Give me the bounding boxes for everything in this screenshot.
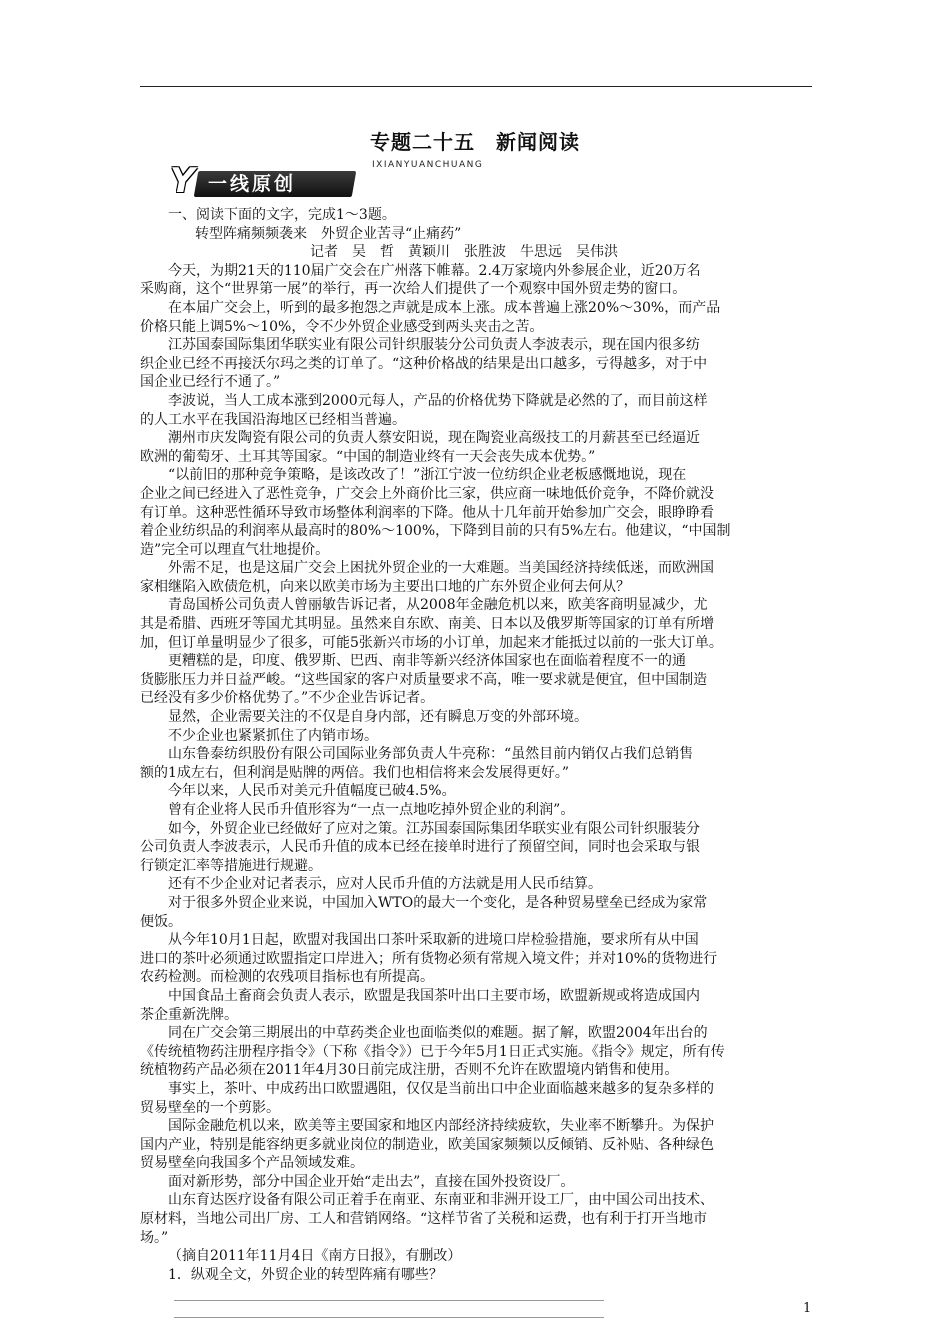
text-line: 企业之间已经进入了恶性竞争，广交会上外商价比三家，供应商一味地低价竞争，不降价就没 <box>140 485 714 502</box>
text-line: 着企业纺织品的利润率从最高时的80%～100%，下降到目前的只有5%左右。他建议，“中国制 <box>140 523 731 540</box>
text-line: 农药检测。而检测的农残项目指标也有所提高。 <box>140 969 434 986</box>
text-line: 造”完全可以理直气壮地提价。 <box>140 541 330 558</box>
text-line: “以前旧的那种竞争策略，是该改改了！”浙江宁波一位纺织企业老板感慨地说，现在 <box>168 467 687 484</box>
text-line: 青岛国桥公司负责人曾丽敏告诉记者，从2008年金融危机以来，欧美客商明显减少，尤 <box>168 597 708 614</box>
text-line: 场。” <box>140 1229 169 1246</box>
text-line: 山东育达医疗设备有限公司正着手在南亚、东南亚和非洲开设工厂，由中国公司出技术、 <box>168 1192 714 1209</box>
text-line: 茶企重新洗牌。 <box>140 1006 238 1023</box>
answer-line[interactable] <box>174 1301 604 1318</box>
text-line: 今天，为期21天的110届广交会在广州落下帷幕。2.4万家境内外参展企业，近20万名 <box>168 262 701 279</box>
text-line: 进口的茶叶必须通过欧盟指定口岸进入；所有货物必须有常规入境文件；并对10%的货物进行 <box>140 950 718 967</box>
article-text <box>140 262 812 1285</box>
text-line: 曾有企业将人民币升值形容为“一点一点地吃掉外贸企业的利润”。 <box>168 802 575 818</box>
text-line: 中国食品土畜商会负责人表示，欧盟是我国茶叶出口主要市场，欧盟新规或将造成国内 <box>168 987 700 1004</box>
text-line: 价格只能上调5%～10%，令不少外贸企业感受到两头夹击之苦。 <box>140 318 544 335</box>
badge-label: 一线原创 <box>208 173 297 195</box>
text-line: 面对新形势，部分中国企业开始“走出去”，直接在国外投资设厂。 <box>168 1173 575 1190</box>
text-line: 如今，外贸企业已经做好了应对之策。江苏国泰国际集团华联实业有限公司针织服装分 <box>168 820 700 837</box>
text-line: 采购商，这个“世界第一展”的举行，再一次给人们提供了一个观察中国外贸走势的窗口。 <box>140 281 687 298</box>
answer-line[interactable] <box>174 1284 604 1301</box>
text-line: 国际金融危机以来，欧美等主要国家和地区内部经济持续疲软，失业率不断攀升。为保护 <box>168 1118 714 1135</box>
text-line: 还有不少企业对记者表示，应对人民币升值的方法就是用人民币结算。 <box>168 876 602 893</box>
text-line: 织企业已经不再接沃尔玛之类的订单了。“这种价格战的结果是出口越多，亏得越多，对于中 <box>140 355 708 372</box>
text-line: 从今年10月1日起，欧盟对我国出口茶叶采取新的进境口岸检验措施，要求所有从中国 <box>168 932 699 949</box>
text-line: 货膨胀压力并日益严峻。“这些国家的客户对质量要求不高，唯一要求就是便宜，但中国制造 <box>140 671 708 688</box>
badge-letter: Y <box>170 161 195 201</box>
top-rule <box>140 86 812 87</box>
text-line: 其是希腊、西班牙等国尤其明显。虽然来自东欧、南美、日本以及俄罗斯等国家的订单有所增 <box>140 616 714 633</box>
text-line: 原材料，当地公司出厂房、工人和营销网络。“这样节省了关税和运费，也有利于打开当地市 <box>140 1211 708 1228</box>
text-line: 事实上，茶叶、中成药出口欧盟遇阻，仅仅是当前出口中企业面临越来越多的复杂多样的 <box>168 1080 714 1097</box>
text-line: 显然，企业需要关注的不仅是自身内部，还有瞬息万变的外部环境。 <box>168 709 588 726</box>
section-badge <box>170 160 484 201</box>
text-line: 国企业已经行不通了。” <box>140 374 281 391</box>
text-line: 欧洲的葡萄牙、土耳其等国家。“中国的制造业终有一天会丧失成本优势。” <box>140 448 596 465</box>
text-line: 额的1成左右，但利润是贴牌的两倍。我们也相信将来会发展得更好。” <box>140 764 570 781</box>
text-line: 加，但订单量明显少了很多，可能5张新兴市场的小订单，加起来才能抵过以前的一张大订单。 <box>140 634 723 651</box>
text-line: 山东鲁泰纺织股份有限公司国际业务部负责人牛亮称：“虽然目前内销仅占我们总销售 <box>168 746 694 763</box>
article-byline: 记者 吴 哲 黄颖川 张胜波 牛思远 吴伟洪 <box>310 244 618 261</box>
text-line: 统植物药产品必须在2011年4月30日前完成注册，否则不允许在欧盟境内销售和使用。 <box>140 1062 679 1079</box>
article-headline: 转型阵痛频频袭来 外贸企业苦寻“止痛药” <box>195 225 462 242</box>
text-line: 国内产业，特别是能容纳更多就业岗位的制造业，欧美国家频频以反倾销、反补贴、各种绿色 <box>140 1136 714 1153</box>
question-header: 一、阅读下面的文字，完成1～3题。 <box>168 207 396 223</box>
badge-subtitle: IXIANYUANCHUANG <box>372 160 484 170</box>
document-body <box>140 206 812 1318</box>
text-line: 潮州市庆发陶瓷有限公司的负责人蔡安阳说，现在陶瓷业高级技工的月薪甚至已经逼近 <box>168 430 700 447</box>
text-line: 李波说，当人工成本涨到2000元每人，产品的价格优势下降就是必然的了，而目前这样 <box>168 392 708 409</box>
text-line: 的人工水平在我国沿海地区已经相当普遍。 <box>140 411 406 428</box>
text-line: 江苏国泰国际集团华联实业有限公司针织服装分公司负责人李波表示，现在国内很多纺 <box>168 337 700 354</box>
text-line: 便饭。 <box>140 913 182 930</box>
text-line: 《传统植物药注册程序指令》（下称《指令》）已于今年5月1日正式实施。《指令》规定，所有传 <box>140 1043 725 1060</box>
text-line: 公司负责人李波表示，人民币升值的成本已经在接单时进行了预留空间，同时也会采取与银 <box>140 839 700 856</box>
text-line: 对于很多外贸企业来说，中国加入WTO的最大一个变化，是各种贸易壁垒已经成为家常 <box>168 894 708 911</box>
text-line: 家相继陷入欧债危机，向来以欧美市场为主要出口地的广东外贸企业何去何从？ <box>140 578 630 595</box>
text-line: 在本届广交会上，听到的最多抱怨之声就是成本上涨。成本普遍上涨20%～30%，而产品 <box>168 299 721 316</box>
text-line: 贸易壁垒向我国多个产品领域发难。 <box>140 1155 364 1172</box>
page-title: 专题二十五 新闻阅读 <box>370 130 580 154</box>
text-line: 1．纵观全文，外贸企业的转型阵痛有哪些？ <box>168 1266 443 1283</box>
text-line: 有订单。这种恶性循环导致市场整体利润率的下降。他从十几年前开始参加广交会，眼睁睁看 <box>140 504 714 521</box>
text-line: 今年以来，人民币对美元升值幅度已破4.5%。 <box>168 783 456 800</box>
text-line: 外需不足，也是这届广交会上困扰外贸企业的一大难题。当美国经济持续低迷，而欧洲国 <box>168 560 714 577</box>
text-line: 不少企业也紧紧抓住了内销市场。 <box>168 727 378 744</box>
page-number: 1 <box>803 1301 812 1316</box>
text-line: 贸易壁垒的一个剪影。 <box>140 1099 280 1116</box>
text-line: （摘自2011年11月4日《南方日报》，有删改） <box>168 1248 462 1265</box>
text-line: 同在广交会第三期展出的中草药类企业也面临类似的难题。据了解，欧盟2004年出台的 <box>168 1025 708 1042</box>
text-line: 行锁定汇率等措施进行规避。 <box>140 857 322 874</box>
text-line: 更糟糕的是，印度、俄罗斯、巴西、南非等新兴经济体国家也在面临着程度不一的通 <box>168 653 686 670</box>
text-line: 已经没有多少价格优势了。”不少企业告诉记者。 <box>140 690 435 707</box>
